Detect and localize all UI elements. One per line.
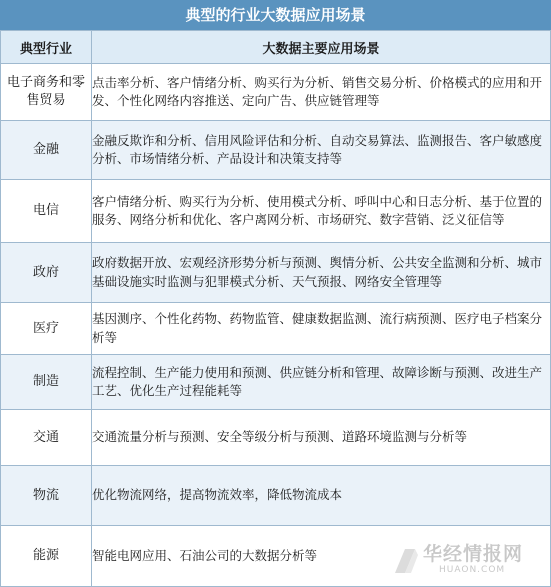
scenario-cell: 政府数据开放、宏观经济形势分析与预测、舆情分析、公共安全监测和分析、城市基础设施实时监测与犯罪模式分析、天气预报、网络安全管理等 [92,243,551,303]
table-row [1,180,551,243]
table-row [1,466,551,526]
watermark-name: 华经情报网 [423,543,524,565]
industry-cell: 政府 [1,243,92,303]
industry-cell: 交通 [1,410,92,466]
scenario-cell: 流程控制、生产能力使用和预测、供应链分析和管理、故障诊断与预测、改进生产工艺、优化生产过程能耗等 [92,355,551,410]
header-scenario: 大数据主要应用场景 [92,31,551,64]
industry-cell: 医疗 [1,303,92,355]
industry-cell: 金融 [1,121,92,180]
industry-cell: 电子商务和零售贸易 [1,64,92,121]
table-row [1,243,551,303]
table-row [1,303,551,355]
scenario-cell: 点击率分析、客户情绪分析、购买行为分析、销售交易分析、价格模式的应用和开发、个性化网络内容推送、定向广告、供应链管理等 [92,64,551,121]
header-row [1,31,551,64]
scenario-cell: 基因测序、个性化药物、药物监管、健康数据监测、流行病预测、医疗电子档案分析等 [92,303,551,355]
header-industry: 典型行业 [1,31,92,64]
scenario-cell: 交通流量分析与预测、安全等级分析与预测、道路环境监测与分析等 [92,410,551,466]
scenario-table [0,30,551,587]
industry-cell: 制造 [1,355,92,410]
scenario-cell: 优化物流网络，提高物流效率，降低物流成本 [92,466,551,526]
industry-cell: 能源 [1,526,92,587]
industry-cell: 电信 [1,180,92,243]
scenario-cell: 客户情绪分析、购买行为分析、使用模式分析、呼叫中心和日志分析、基于位置的服务、网络分析和优化、客户离网分析、市场研究、数字营销、泛义征信等 [92,180,551,243]
scenario-cell: 金融反欺诈和分析、信用风险评估和分析、自动交易算法、监测报告、客户敏感度分析、市场情绪分析、产品设计和决策支持等 [92,121,551,180]
table-row [1,64,551,121]
watermark-logo-icon [393,545,419,575]
page-title: 典型的行业大数据应用场景 [0,0,551,30]
watermark [393,543,543,577]
table-row [1,410,551,466]
table-row [1,355,551,410]
watermark-url: HUAON.COM [439,565,506,575]
industry-cell: 物流 [1,466,92,526]
table-row [1,121,551,180]
scenario-cell: 智能电网应用、石油公司的大数据分析等 [92,526,551,587]
